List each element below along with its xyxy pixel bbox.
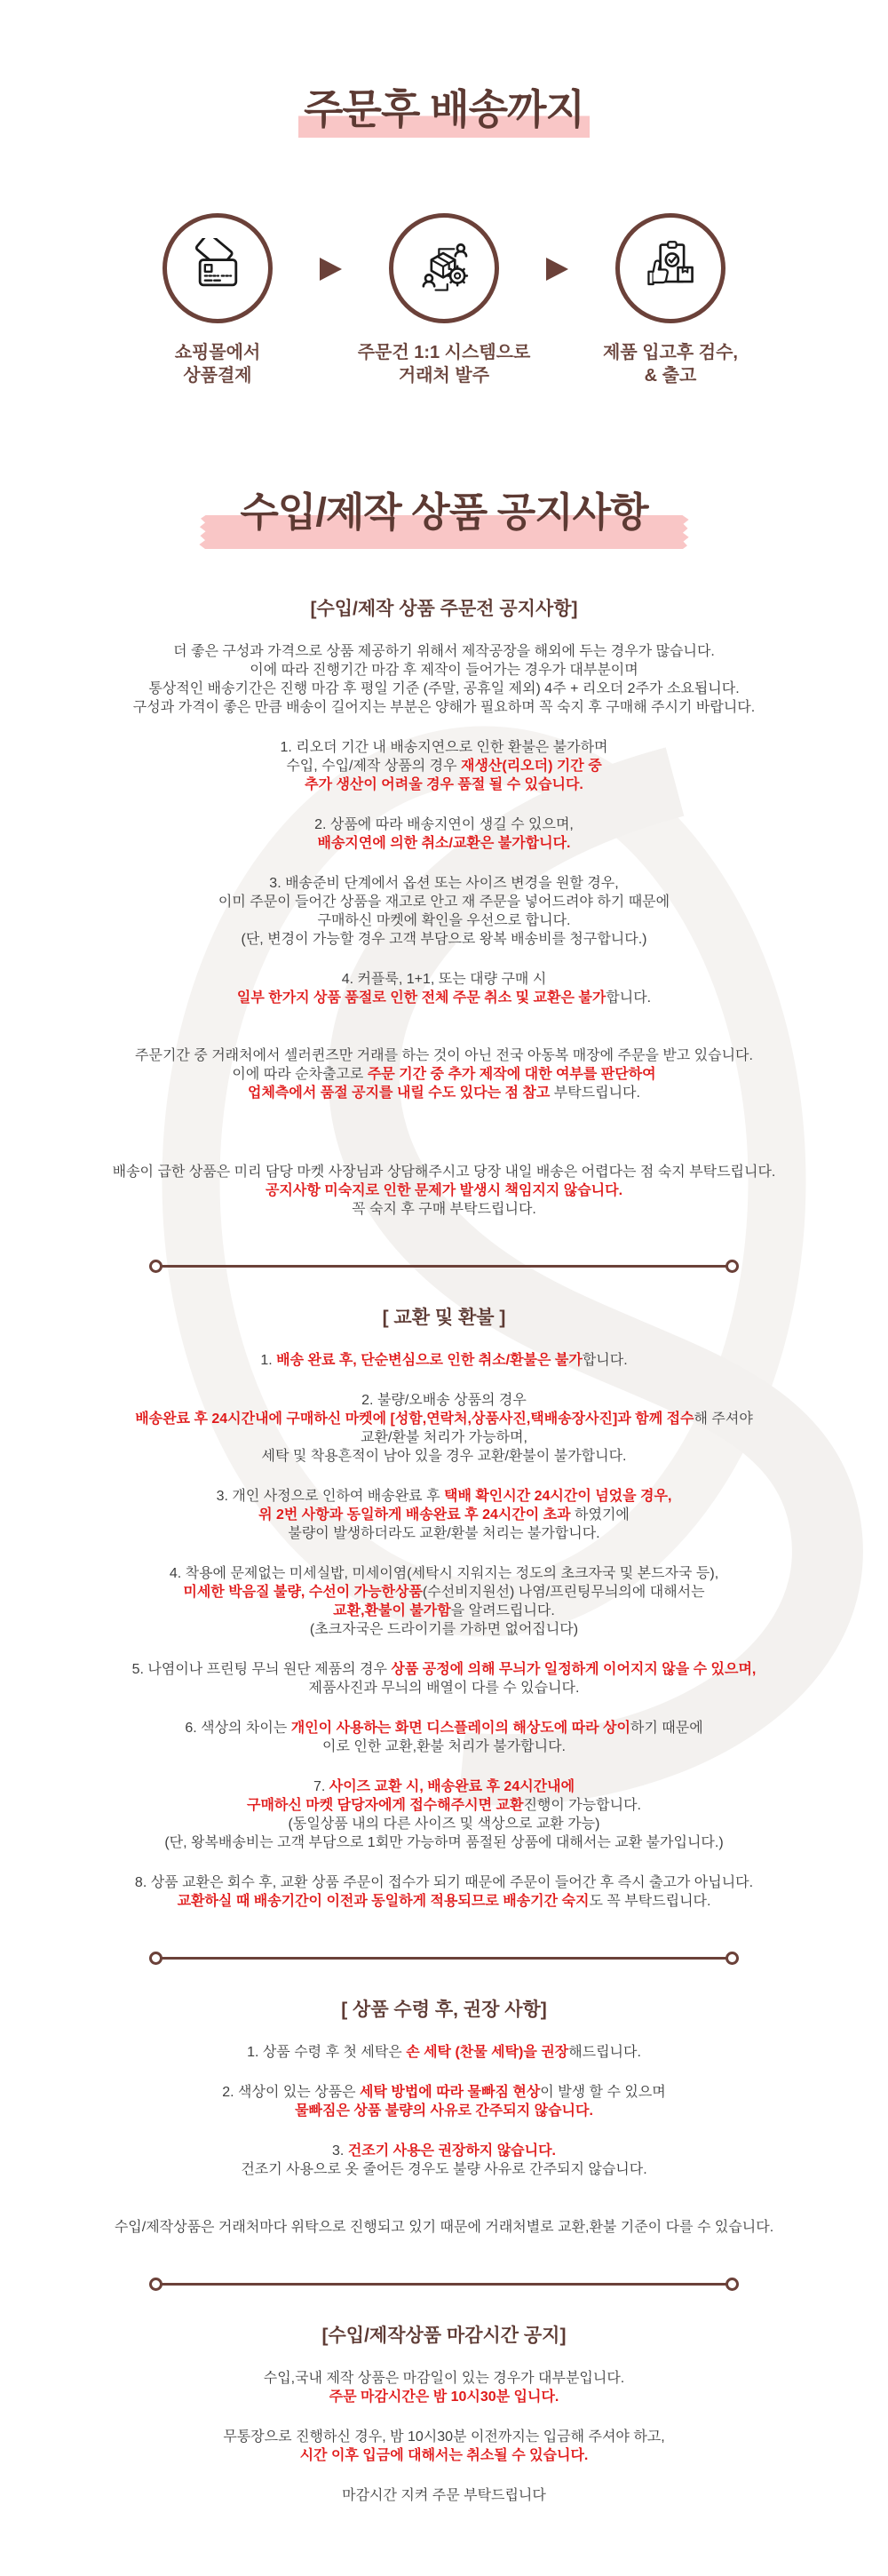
step-icon-circle <box>163 213 273 323</box>
step-label <box>175 341 261 387</box>
notice-block <box>0 874 888 949</box>
divider-ring <box>149 2278 163 2291</box>
text-segment: 하기 때문에 <box>630 1721 703 1736</box>
notice-line <box>0 1833 888 1852</box>
notice-line <box>0 2083 888 2102</box>
notice-line <box>0 1084 888 1102</box>
notice-line <box>0 1181 888 1200</box>
text-segment: (수선비지원선) 나염/프린팅무늬의에 대해서는 <box>422 1585 705 1600</box>
notice-line <box>0 2388 888 2406</box>
notice-line <box>0 1564 888 1583</box>
text-segment: 이에 따라 순차출고로 <box>232 1067 368 1082</box>
order-system-icon <box>414 238 474 298</box>
notice-line <box>0 2446 888 2465</box>
notice-block <box>0 1163 888 1219</box>
text-segment: 6. 색상의 차이는 <box>185 1721 291 1736</box>
notice-line <box>0 2428 888 2446</box>
notice-line <box>0 2043 888 2062</box>
step-label-line: 제품 입고후 검수, <box>603 343 738 362</box>
section-heading: [수입/제작 상품 주문전 공지사항] <box>310 599 578 619</box>
text-segment: 수입, 수입/제작 상품의 경우 <box>286 759 462 774</box>
text-segment: 이로 인한 교환,환불 처리가 불가합니다. <box>322 1739 566 1754</box>
divider-ring <box>725 1952 739 1965</box>
notice-line <box>0 1660 888 1679</box>
text-segment: 1. 리오더 기간 내 배송지연으로 인한 환불은 불가하며 <box>280 740 608 755</box>
notice-line <box>0 1777 888 1796</box>
step-label-line: 주문건 1:1 시스템으로 <box>357 343 531 362</box>
notice-block <box>0 1873 888 1911</box>
text-segment: (초크자국은 드라이기를 가하면 없어집니다) <box>309 1622 579 1637</box>
text-segment: 마감시간 지켜 주문 부탁드립니다 <box>342 2488 546 2503</box>
text-segment: 무통장으로 진행하신 경우, 밤 10시30분 이전까지는 입금해 주셔야 하고, <box>223 2429 665 2445</box>
alert-text: 추가 생산이 어려울 경우 품절 될 수 있습니다. <box>305 777 583 792</box>
arrow-right-icon <box>546 258 568 281</box>
text-segment: 합니다. <box>606 990 652 1006</box>
divider-ring <box>149 1952 163 1965</box>
section-heading: [ 상품 수령 후, 권장 사항] <box>341 2000 547 2020</box>
alert-text: 상품 공정에 의해 무늬가 일정하게 이어지지 않을 수 있으며, <box>391 1662 757 1677</box>
text-segment: 1. 상품 수령 후 첫 세탁은 <box>247 2045 407 2060</box>
text-segment: (단, 왕복배송비는 고객 부담으로 1회만 가능하며 품절된 상품에 대해서는 교환 불가입니다.) <box>164 1835 724 1850</box>
text-segment: 수입/제작상품은 거래처마다 위탁으로 진행되고 있기 때문에 거래처별로 교환,환불 기준이 다를 수 있습니다. <box>114 2220 774 2235</box>
text-segment: 이에 따라 진행기간 마감 후 제작이 들어가는 경우가 대부분이며 <box>250 663 638 678</box>
notice-line <box>0 775 888 794</box>
notice-block <box>0 2083 888 2120</box>
section-divider <box>149 2278 739 2291</box>
text-segment: 제품사진과 무늬의 배열이 다를 수 있습니다. <box>308 1681 580 1696</box>
notice-line <box>0 1065 888 1084</box>
notice-line <box>0 1410 888 1428</box>
text-segment: 통상적인 배송기간은 진행 마감 후 평일 기준 (주말, 공휴일 제외) 4주 + 리오더 2주가 소요됩니다. <box>148 681 740 696</box>
notice-line <box>0 1679 888 1697</box>
alert-text: 물빠짐은 상품 불량의 사유로 간주되지 않습니다. <box>295 2103 593 2119</box>
notice-section <box>0 1308 888 1911</box>
step-label-line: & 출고 <box>644 366 697 386</box>
notice-line <box>0 874 888 893</box>
alert-text: 주문 마감시간은 밤 10시30분 입니다. <box>329 2389 559 2405</box>
process-step-inspection <box>568 213 773 387</box>
notice-title-row <box>0 489 888 536</box>
notice-line <box>0 1487 888 1506</box>
step-label-line: 상품결제 <box>183 366 252 386</box>
alert-text: 손 세탁 (찬물 세탁)을 권장 <box>406 2045 569 2060</box>
notice-block <box>0 1777 888 1852</box>
notice-block <box>0 1391 888 1466</box>
alert-text: 배송 완료 후, 단순변심으로 인한 취소/환불은 불가 <box>276 1353 583 1368</box>
divider-line <box>162 1957 726 1960</box>
text-segment: (동일상품 내의 다른 사이즈 및 색상으로 교환 가능) <box>288 1817 600 1832</box>
text-segment: 교환/환불 처리가 가능하며, <box>361 1430 527 1445</box>
divider-line <box>162 2283 726 2286</box>
notice-line <box>0 1892 888 1911</box>
notice-line <box>0 1506 888 1524</box>
notice-line <box>0 1391 888 1410</box>
notice-block <box>0 970 888 1007</box>
alert-text: 구매하신 마켓 담당자에게 접수해주시면 교환 <box>247 1798 524 1813</box>
text-segment: 5. 나염이나 프린팅 무늬 원단 제품의 경우 <box>131 1662 392 1677</box>
text-segment: 3. <box>332 2143 348 2159</box>
text-segment: 7. <box>313 1779 329 1794</box>
text-segment: 4. 착용에 문제없는 미세실밥, 미세이염(세탁시 지워지는 정도의 초크자국 및 본드자국 등), <box>169 1566 719 1581</box>
notice-line <box>0 1447 888 1466</box>
arrow-right-icon <box>320 258 342 281</box>
notice-line <box>0 1583 888 1602</box>
notice-line <box>0 1719 888 1737</box>
text-segment: 이 발생 할 수 있으며 <box>540 2085 666 2100</box>
alert-text: 일부 한가지 상품 품절로 인한 전체 주문 취소 및 교환은 불가 <box>236 990 607 1006</box>
text-segment: 합니다. <box>582 1353 628 1368</box>
notice-line <box>0 757 888 775</box>
section-divider <box>149 1260 739 1273</box>
text-segment: 8. 상품 교환은 회수 후, 교환 상품 주문이 접수가 되기 때문에 주문이 들어간 후 즉시 출고가 아닙니다. <box>134 1875 754 1890</box>
text-segment: 2. 색상이 있는 상품은 <box>222 2085 361 2100</box>
section-divider <box>149 1952 739 1965</box>
notice-line <box>0 1163 888 1181</box>
notice-line <box>0 1200 888 1219</box>
text-segment: 수입,국내 제작 상품은 마감일이 있는 경우가 대부분입니다. <box>263 2371 625 2386</box>
notice-line <box>0 2142 888 2160</box>
alert-text: 공지사항 미숙지로 인한 문제가 발생시 책임지지 않습니다. <box>265 1183 623 1198</box>
text-segment: 해드립니다. <box>568 2045 641 2060</box>
divider-ring <box>725 1260 739 1273</box>
alert-text: 미세한 박음질 불량, 수선이 가능한상품 <box>183 1585 423 1600</box>
notice-section <box>0 600 888 1219</box>
notice-title-text: 수입/제작 상품 공지사항 <box>240 489 648 535</box>
text-segment: 배송이 급한 상품은 미리 담당 마켓 사장님과 상담해주시고 당장 내일 배송은 어렵다는 점 숙지 부탁드립니다. <box>112 1165 776 1180</box>
notice-section <box>0 2000 888 2237</box>
step-icon-circle <box>389 213 499 323</box>
notice-line <box>0 642 888 661</box>
section-heading: [ 교환 및 환불 ] <box>382 1308 506 1328</box>
notice-block <box>0 1487 888 1543</box>
text-segment: 세탁 및 착용흔적이 남아 있을 경우 교환/환불이 불가합니다. <box>261 1449 627 1464</box>
notice-line <box>0 1620 888 1639</box>
alert-text: 배송완료 후 24시간내에 구매하신 마켓에 [성함,연락처,상품사진,택배송장사진]과 함께 접수 <box>135 1411 694 1427</box>
notice-line <box>0 2369 888 2388</box>
notice-block <box>0 642 888 717</box>
text-segment: 더 좋은 구성과 가격으로 상품 제공하기 위해서 제작공장을 해외에 두는 경우가 많습니다. <box>173 644 715 659</box>
notice-line <box>0 1046 888 1065</box>
notice-line <box>0 970 888 989</box>
alert-text: 건조기 사용은 권장하지 않습니다. <box>347 2143 556 2159</box>
notice-block <box>0 2369 888 2406</box>
text-segment: 도 꼭 부탁드립니다. <box>589 1894 711 1909</box>
process-step-order-system <box>342 213 546 387</box>
text-segment: 2. 불량/오배송 상품의 경우 <box>361 1393 527 1408</box>
notice-line <box>0 834 888 853</box>
notice-line <box>0 930 888 949</box>
text-segment: 이미 주문이 들어간 상품을 재고로 안고 재 주문을 넣어드려야 하기 때문에 <box>218 894 670 910</box>
alert-text: 재생산(리오더) 기간 중 <box>461 759 602 774</box>
notice-line <box>0 1351 888 1370</box>
credit-card-icon <box>187 238 248 298</box>
text-segment: 하였기에 <box>570 1507 630 1523</box>
text-segment: 3. 배송준비 단계에서 옵션 또는 사이즈 변경을 원할 경우, <box>269 876 619 891</box>
notice-block <box>0 2142 888 2179</box>
text-segment: 꼭 숙지 후 구매 부탁드립니다. <box>352 1202 536 1217</box>
text-segment: 4. 커플룩, 1+1, 또는 대량 구매 시 <box>341 972 547 987</box>
step-label <box>358 341 531 387</box>
text-segment: 진행이 가능합니다. <box>523 1798 641 1813</box>
notice-title <box>240 489 647 536</box>
notice-block <box>0 2218 888 2237</box>
page-title <box>0 86 888 132</box>
notice-line <box>0 989 888 1007</box>
text-segment: 주문기간 중 거래처에서 셀러퀸즈만 거래를 하는 것이 아닌 전국 아동복 매장에 주문을 받고 있습니다. <box>135 1048 753 1063</box>
alert-text: 주문 기간 중 추가 제작에 대한 여부를 판단하여 <box>367 1067 656 1082</box>
notice-line <box>0 2218 888 2237</box>
notice-block <box>0 1351 888 1370</box>
text-segment: 을 알려드립니다. <box>450 1603 555 1618</box>
notice-line <box>0 661 888 680</box>
alert-text: 시간 이후 입금에 대해서는 취소될 수 있습니다. <box>299 2448 589 2463</box>
process-flow <box>0 213 888 387</box>
notice-line <box>0 1602 888 1620</box>
divider-line <box>162 1265 726 1268</box>
notice-line <box>0 1815 888 1833</box>
alert-text: 개인이 사용하는 화면 디스플레이의 해상도에 따라 상이 <box>290 1721 630 1736</box>
notice-line <box>0 893 888 911</box>
notice-line <box>0 2102 888 2120</box>
notice-block <box>0 1660 888 1697</box>
alert-text: 교환하실 때 배송기간이 이전과 동일하게 적용되므로 배송기간 숙지 <box>177 1894 590 1909</box>
notice-block <box>0 1046 888 1102</box>
step-icon-circle <box>615 213 725 323</box>
notice-line <box>0 680 888 698</box>
notice-line <box>0 698 888 717</box>
section-heading: [수입/제작상품 마감시간 공지] <box>321 2326 567 2346</box>
alert-text: 위 2번 사항과 동일하게 배송완료 후 24시간이 초과 <box>258 1507 571 1523</box>
text-segment: 1. <box>260 1353 277 1368</box>
alert-text: 세탁 방법에 따라 물빠짐 현상 <box>360 2085 541 2100</box>
text-segment: 건조기 사용으로 옷 줄어든 경우도 불량 사유로 간주되지 않습니다. <box>241 2162 647 2177</box>
text-segment: (단, 변경이 가능할 경우 고객 부담으로 왕복 배송비를 청구합니다.) <box>241 932 647 947</box>
notice-block <box>0 2043 888 2062</box>
notice-line <box>0 1428 888 1447</box>
notice-block <box>0 1719 888 1756</box>
notice-block <box>0 2486 888 2505</box>
notice-line <box>0 1796 888 1815</box>
notice-block <box>0 2428 888 2465</box>
alert-text: 교환,환불이 불가함 <box>333 1603 451 1618</box>
text-segment: 구매하신 마켓에 확인을 우선으로 합니다. <box>317 913 571 928</box>
notice-line <box>0 2486 888 2505</box>
receiving-inspection-icon <box>640 238 701 298</box>
process-step-payment <box>115 213 320 387</box>
text-segment: 불량이 발생하더라도 교환/환불 처리는 불가합니다. <box>288 1526 600 1541</box>
text-segment: 해 주셔야 <box>694 1411 753 1427</box>
step-label-line: 거래처 발주 <box>398 366 490 386</box>
notice-line <box>0 2160 888 2179</box>
notice-line <box>0 738 888 757</box>
text-segment: 구성과 가격이 좋은 만큼 배송이 길어지는 부분은 양해가 필요하며 꼭 숙지 후 구매해 주시기 바랍니다. <box>132 700 756 715</box>
notice-line <box>0 1524 888 1543</box>
alert-text: 업체측에서 품절 공지를 내릴 수도 있다는 점 참고 <box>248 1085 551 1101</box>
text-segment: 3. 개인 사정으로 인하여 배송완료 후 <box>216 1489 444 1504</box>
divider-ring <box>725 2278 739 2291</box>
notice-line <box>0 1873 888 1892</box>
notice-line <box>0 1737 888 1756</box>
notice-line <box>0 911 888 930</box>
page-title-highlight: 주문후 배송까지 <box>298 86 590 138</box>
notice-block <box>0 1564 888 1639</box>
notice-line <box>0 815 888 834</box>
notice-sections <box>0 600 888 2505</box>
notice-block <box>0 815 888 853</box>
alert-text: 사이즈 교환 시, 배송완료 후 24시간내에 <box>329 1779 575 1794</box>
divider-ring <box>149 1260 163 1273</box>
step-label <box>603 341 738 387</box>
alert-text: 배송지연에 의한 취소/교환은 불가합니다. <box>317 836 571 851</box>
notice-section <box>0 2326 888 2505</box>
text-segment: 2. 상품에 따라 배송지연이 생길 수 있으며, <box>314 817 574 832</box>
alert-text: 택배 확인시간 24시간이 넘었을 경우, <box>443 1489 672 1504</box>
notice-block <box>0 738 888 794</box>
text-segment: 부탁드립니다. <box>550 1085 640 1101</box>
step-label-line: 쇼핑몰에서 <box>174 343 261 362</box>
